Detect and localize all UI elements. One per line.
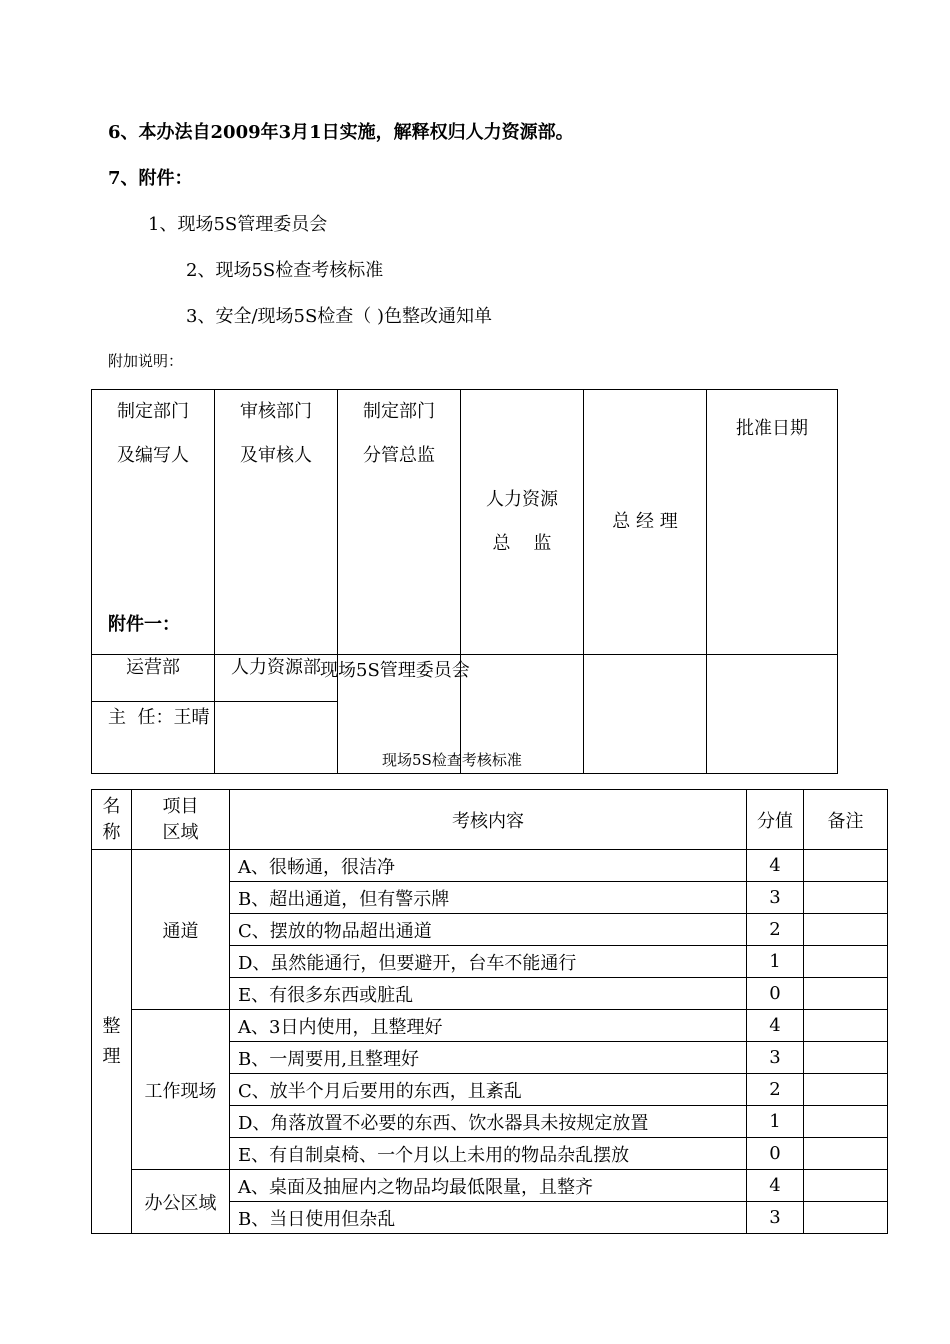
standard-title: 现场5S检查考核标准: [382, 751, 522, 769]
criteria-workplace-b: B、一周要用,且整理好: [230, 1042, 747, 1074]
note-label: 附加说明：: [108, 352, 184, 370]
inspection-standard-table: [91, 789, 888, 1234]
category-sort: 整 理: [92, 850, 132, 1234]
remark-cell: [804, 978, 888, 1010]
score-passage-d: 1: [747, 946, 804, 978]
approval-cell-hr: 人力资源部: [215, 655, 338, 702]
header-name: 名 称: [92, 790, 132, 850]
clause-7: 7、附件：: [108, 168, 193, 189]
criteria-workplace-a: A、3日内使用，且整理好: [230, 1010, 747, 1042]
remark-cell: [804, 1170, 888, 1202]
criteria-office-b: B、当日使用但杂乱: [230, 1202, 747, 1234]
score-office-a: 4: [747, 1170, 804, 1202]
approval-header-review-dept: 审核部门 及审核人: [215, 390, 338, 655]
criteria-workplace-e: E、有自制桌椅、一个月以上未用的物品杂乱摆放: [230, 1138, 747, 1170]
committee-title: 现场5S管理委员会: [320, 660, 470, 681]
criteria-passage-c: C、摆放的物品超出通道: [230, 914, 747, 946]
remark-cell: [804, 1106, 888, 1138]
approval-cell-empty: [707, 655, 838, 774]
attachment-1: 1、现场5S管理委员会: [148, 214, 328, 235]
header-score: 分值: [747, 790, 804, 850]
remark-cell: [804, 882, 888, 914]
remark-cell: [804, 914, 888, 946]
score-passage-b: 3: [747, 882, 804, 914]
attachment-3: 3、安全/现场5S检查（ )色整改通知单: [186, 306, 493, 327]
score-workplace-e: 0: [747, 1138, 804, 1170]
approval-cell-empty: [584, 655, 707, 774]
area-passage: 通道: [132, 850, 230, 1010]
remark-cell: [804, 1138, 888, 1170]
approval-header-general-manager: 总 经 理: [584, 390, 707, 655]
score-workplace-a: 4: [747, 1010, 804, 1042]
header-remark: 备注: [804, 790, 888, 850]
approval-header-approval-date: 批准日期: [707, 390, 838, 655]
approval-cell-operations: 运营部: [92, 655, 215, 702]
header-area: 项目 区域: [132, 790, 230, 850]
criteria-passage-a: A、很畅通，很洁净: [230, 850, 747, 882]
approval-cell-empty: [215, 702, 338, 774]
criteria-passage-e: E、有很多东西或脏乱: [230, 978, 747, 1010]
approval-header-drafting-dept: 制定部门 及编写人: [92, 390, 215, 655]
criteria-passage-b: B、超出通道，但有警示牌: [230, 882, 747, 914]
remark-cell: [804, 1074, 888, 1106]
score-workplace-d: 1: [747, 1106, 804, 1138]
criteria-passage-d: D、虽然能通行，但要避开，台车不能通行: [230, 946, 747, 978]
approval-header-director-in-charge: 制定部门 分管总监: [338, 390, 461, 655]
remark-cell: [804, 1202, 888, 1234]
remark-cell: [804, 1042, 888, 1074]
header-content: 考核内容: [230, 790, 747, 850]
remark-cell: [804, 946, 888, 978]
remark-cell: [804, 850, 888, 882]
clause-6: 6、本办法自2009年3月1日实施，解释权归人力资源部。: [108, 122, 574, 143]
remark-cell: [804, 1010, 888, 1042]
score-workplace-c: 2: [747, 1074, 804, 1106]
committee-director: 主 任：王晴: [108, 707, 210, 728]
criteria-workplace-d: D、角落放置不必要的东西、饮水器具未按规定放置: [230, 1106, 747, 1138]
criteria-office-a: A、桌面及抽屉内之物品均最低限量，且整齐: [230, 1170, 747, 1202]
score-passage-e: 0: [747, 978, 804, 1010]
attachment-2: 2、现场5S检查考核标准: [186, 260, 384, 281]
annex1-heading: 附件一：: [108, 614, 180, 635]
criteria-workplace-c: C、放半个月后要用的东西，且紊乱: [230, 1074, 747, 1106]
score-office-b: 3: [747, 1202, 804, 1234]
score-passage-c: 2: [747, 914, 804, 946]
approval-header-hr-director: 人力资源 总 监: [461, 390, 584, 655]
score-workplace-b: 3: [747, 1042, 804, 1074]
area-workplace: 工作现场: [132, 1010, 230, 1170]
area-office: 办公区域: [132, 1170, 230, 1234]
score-passage-a: 4: [747, 850, 804, 882]
